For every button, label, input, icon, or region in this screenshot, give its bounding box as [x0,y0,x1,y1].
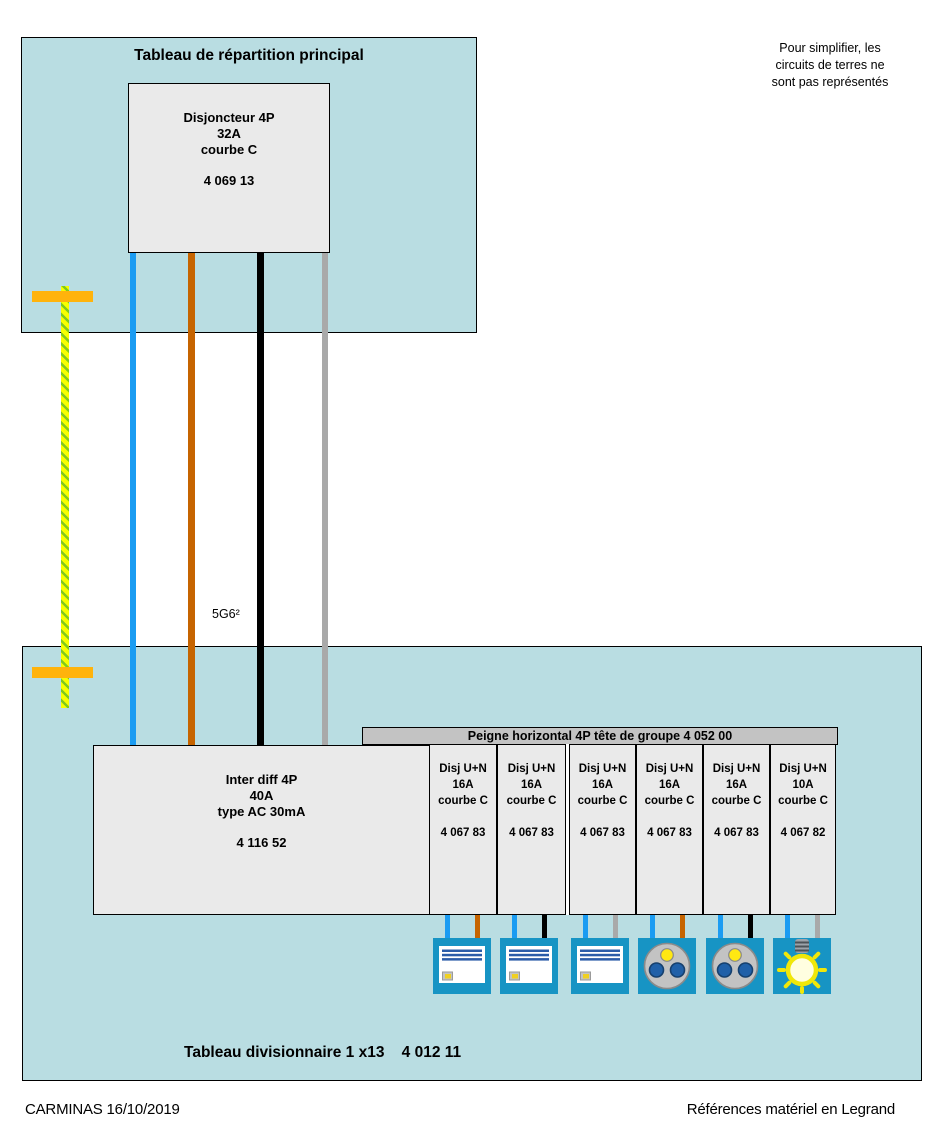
cb-curve: courbe C [644,795,695,807]
cb-curve: courbe C [711,795,762,807]
cb-rating: 16A [591,779,614,791]
earth-busbar-top [32,291,93,302]
cb-ref: 4 067 83 [509,827,554,839]
cable-size-label: 5G6² [212,607,240,621]
device-slot-3 [571,938,629,994]
circuit-breaker-2 [497,744,566,915]
device-slot-6 [773,938,831,994]
heater-icon [500,938,558,994]
simplification-note [745,40,915,91]
rcd-name: Inter diff 4P [225,772,298,787]
main-board-title: Tableau de répartition principal [134,47,364,64]
rcd-rating: 40A [249,788,274,803]
circuit-breaker-5 [703,744,770,915]
feeder-wire-orange [188,253,195,746]
breaker-ref: 4 069 13 [203,173,255,188]
heater-icon [433,938,491,994]
feeder-wire-black [257,253,264,746]
divisional-board-title: Tableau divisionnaire 1 x13 4 012 11 [184,1044,462,1061]
cb-curve: courbe C [778,795,828,807]
comb-busbar-label: Peigne horizontal 4P tête de groupe 4 052 00 [362,727,838,745]
cb-rating: 16A [725,779,748,791]
stub-neutral-3 [583,915,588,939]
breaker-name: Disjoncteur 4P [183,110,275,125]
circuit-breaker-3 [569,744,636,915]
cb-ref: 4 067 83 [580,827,625,839]
socket-icon [638,938,696,994]
earth-busbar-bottom [32,667,93,678]
cb-rating: 10A [792,779,814,791]
cb-curve: courbe C [577,795,628,807]
footer-references: Références matériel en Legrand [686,1101,895,1118]
rcd-box [93,745,430,915]
stub-phase-4 [680,915,685,939]
cb-ref: 4 067 83 [647,827,692,839]
cb-name: Disj U+N [578,763,627,775]
light-icon [773,938,831,994]
stub-neutral-1 [445,915,450,939]
stub-phase-2 [542,915,547,939]
cb-ref: 4 067 83 [714,827,759,839]
cb-name: Disj U+N [712,763,761,775]
cb-ref: 4 067 83 [440,827,486,839]
cb-rating: 16A [520,779,543,791]
cb-rating: 16A [452,779,474,791]
heater-icon [571,938,629,994]
circuit-breaker-1 [429,744,497,915]
earth-wire [61,286,69,708]
rcd-ref: 4 116 52 [236,835,287,850]
cb-curve: courbe C [438,795,488,807]
stub-neutral-2 [512,915,517,939]
cb-name: Disj U+N [645,763,694,775]
cb-name: Disj U+N [507,763,556,775]
stub-neutral-6 [785,915,790,939]
stub-neutral-4 [650,915,655,939]
feeder-wire-gray [322,253,328,746]
breaker-curve: courbe C [200,142,258,157]
cb-name: Disj U+N [779,763,827,775]
cb-name: Disj U+N [439,763,487,775]
stub-phase-1 [475,915,480,939]
stub-phase-3 [613,915,618,939]
cb-curve: courbe C [506,795,557,807]
stub-phase-6 [815,915,820,939]
rcd-type: type AC 30mA [217,804,306,819]
stub-phase-5 [748,915,753,939]
socket-icon [706,938,764,994]
main-breaker-box [128,83,330,253]
circuit-breaker-4 [636,744,703,915]
breaker-rating: 32A [217,126,241,141]
cb-rating: 16A [658,779,681,791]
cb-ref: 4 067 82 [780,827,826,839]
note-line: circuits de terres ne [775,58,885,72]
device-slot-2 [500,938,558,994]
note-line: Pour simplifier, les [779,41,881,55]
device-slot-5 [706,938,764,994]
circuit-breaker-6 [770,744,836,915]
footer-author-date: CARMINAS 16/10/2019 [25,1101,180,1118]
note-line: sont pas représentés [771,75,889,89]
device-slot-4 [638,938,696,994]
device-slot-1 [433,938,491,994]
stub-neutral-5 [718,915,723,939]
feeder-wire-blue [130,253,136,746]
